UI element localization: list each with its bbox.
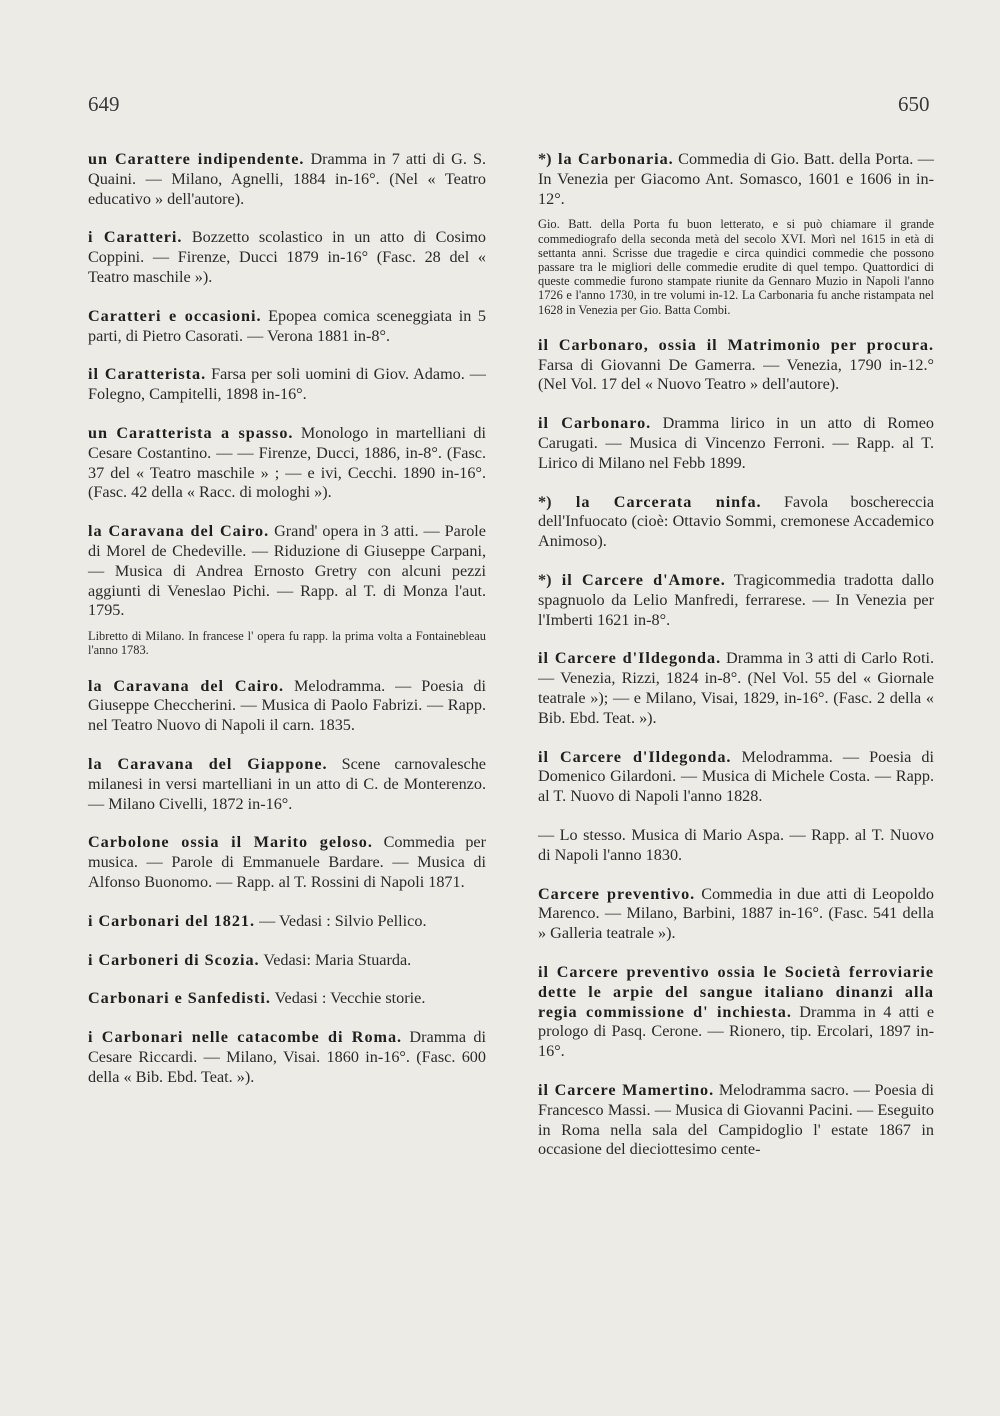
- entry-description: Commedia di Gio. Batt. della Porta. — In Venezia per Giacomo Ant. Somasco, 1601 e 1606 in in-12°.: [538, 150, 934, 208]
- catalog-entry: [88, 989, 486, 1009]
- entry-footnote: Gio. Batt. della Porta fu buon letterato, e si può chiamare il grande commediografo della seconda metà del secolo XVI. Morì nel 1615 in età di settanta anni. Scrisse due tragedie e circa quindici commedie che possono passare tra le migliori delle commedie erudite di quel tempo. Quattordici di queste commedie furono stampate riunite da Gennaro Muzio in Napoli l'anno 1726 e l'anno 1730, in tre volumi in-12. La Carbonaria fu anche ristampata nel 1628 in Venezia per Gio. Batta Combi.: [538, 217, 934, 317]
- entry-title: la Carcerata ninfa.: [575, 492, 762, 511]
- catalog-entry: [538, 963, 934, 1062]
- entry-title: la Caravana del Giappone.: [88, 754, 328, 773]
- entry-description: Dramma in 7 atti di G. S. Quaini. — Milano, Agnelli, 1884 in-16°. (Nel « Teatro educativo » dell'autore).: [88, 150, 486, 208]
- entry-description: Scene carnovalesche milanesi in versi martelliani in un atto di C. de Monterenzo. — Milano Civelli, 1872 in-16°.: [88, 754, 486, 813]
- right-column: [538, 150, 934, 1179]
- entry-title: Carcere preventivo.: [538, 884, 696, 903]
- entry-description: Dramma lirico in un atto di Romeo Carugati. — Musica di Vincenzo Ferroni. — Rapp. al T. Lirico di Milano nel Febb 1899.: [538, 414, 934, 472]
- catalog-entry: [538, 493, 934, 552]
- catalog-entry: [538, 826, 934, 866]
- entry-description: Bozzetto scolastico in un atto di Cosimo Coppini. — Firenze, Ducci 1879 in-16° (Fasc. 28 del « Teatro maschile »).: [88, 228, 486, 286]
- catalog-entry: [88, 951, 486, 971]
- catalog-entry: [88, 912, 486, 932]
- catalog-entry: [538, 1081, 934, 1160]
- entry-description: — Lo stesso. Musica di Mario Aspa. — Rapp. al T. Nuovo di Napoli l'anno 1830.: [538, 825, 934, 864]
- page-number-left: 649: [88, 92, 120, 116]
- catalog-entry: [88, 522, 486, 657]
- entry-title: la Caravana del Cairo.: [88, 676, 285, 695]
- entry-title: un Carattere indipendente.: [88, 150, 305, 168]
- catalog-entry: [88, 228, 486, 287]
- entry-description: Commedia in due atti di Leopoldo Marenco. — Milano, Barbini, 1887 in-16°. (Fasc. 541 della » Galleria teatrale »).: [538, 884, 934, 943]
- entry-description: Farsa per soli uomini di Giov. Adamo. — Folegno, Campitelli, 1898 in-16°.: [88, 365, 486, 404]
- entry-title: Carbolone ossia il Marito geloso.: [88, 833, 373, 852]
- entry-title: Carbonari e Sanfedisti.: [88, 989, 271, 1008]
- catalog-entry: [538, 571, 934, 630]
- entry-title: il Carbonaro.: [538, 414, 652, 433]
- entry-description: Favola boschereccia dell'Infuocato (cioè: Ottavio Sommi, cremonese Accademico Animoso).: [538, 492, 935, 551]
- entry-description: Melodramma. — Poesia di Giuseppe Checcherini. — Musica di Paolo Fabrizi. — Rapp. nel Teatro Nuovo di Napoli il carn. 1835.: [88, 676, 486, 735]
- catalog-entry: [538, 336, 934, 395]
- entry-title: i Carboneri di Scozia.: [88, 950, 260, 969]
- asterisk-mark: *): [538, 492, 574, 511]
- asterisk-mark: *): [538, 570, 560, 589]
- catalog-entry: [538, 649, 934, 728]
- catalog-entry: [538, 414, 934, 473]
- entry-description: Vedasi : Vecchie storie.: [270, 989, 426, 1008]
- entry-description: Vedasi: Maria Stuarda.: [259, 950, 412, 969]
- entry-description: Commedia per musica. — Parole di Emmanuele Bardare. — Musica di Alfonso Buonomo. — Rapp. al T. Rossini di Napoli 1871.: [88, 833, 487, 891]
- entry-title: il Carcere preventivo ossia le Società ferroviarie dette le arpie del sangue italiano dinanzi alla regia commissione d' inchiesta.: [538, 962, 934, 1021]
- asterisk-mark: *): [538, 150, 556, 168]
- catalog-entry: [88, 755, 486, 814]
- catalog-entry: [88, 833, 486, 892]
- catalog-entry: [88, 307, 486, 347]
- entry-title: il Carcere d'Ildegonda.: [538, 747, 732, 766]
- entry-title: i Carbonari del 1821.: [88, 911, 256, 930]
- catalog-entry: [88, 424, 486, 503]
- entry-description: Epopea comica sceneggiata in 5 parti, di Pietro Casorati. — Verona 1881 in-8°.: [88, 306, 486, 345]
- entry-title: il Caratterista.: [88, 365, 207, 384]
- catalog-entry: [88, 677, 486, 736]
- catalog-entry: [538, 885, 934, 944]
- entry-description: Melodramma. — Poesia di Domenico Gilardoni. — Musica di Michele Costa. — Rapp. al T. Nuovo di Napoli l'anno 1828.: [538, 747, 935, 806]
- entry-description: Dramma di Cesare Riccardi. — Milano, Visai. 1860 in-16°. (Fasc. 600 della « Bib. Ebd. Teat. »).: [88, 1028, 486, 1086]
- catalog-entry: [88, 150, 486, 209]
- entry-title: il Carcere d'Ildegonda.: [538, 649, 722, 668]
- entry-title: la Caravana del Cairo.: [88, 522, 270, 541]
- entry-description: — Vedasi : Silvio Pellico.: [255, 911, 427, 930]
- left-column: [88, 150, 486, 1107]
- entry-description: Tragicommedia tradotta dallo spagnuolo da Lelio Manfredi, ferrarese. — In Venezia per l'Imberti 1621 in-8°.: [538, 570, 935, 629]
- entry-title: il Carcere d'Amore.: [561, 570, 726, 589]
- entry-title: il Carcere Mamertino.: [538, 1080, 715, 1099]
- entry-title: la Carbonaria.: [557, 150, 674, 168]
- page-number-right: 650: [898, 92, 930, 116]
- entry-footnote: Libretto di Milano. In francese l' opera fu rapp. la prima volta a Fontainebleau l'anno 1783.: [88, 629, 486, 658]
- catalog-entry: [88, 1028, 486, 1087]
- entry-title: un Caratterista a spasso.: [88, 423, 294, 442]
- entry-description: Grand' opera in 3 atti. — Parole di Morel de Chedeville. — Riduzione di Giuseppe Carpani, — Musica di Andrea Ernosto Gretry con alcuni pezzi aggiunti di Veneslao Pichi. — Rapp. al T. di Monza l'aut. 1795.: [88, 522, 486, 620]
- entry-description: Farsa di Giovanni De Gamerra. — Venezia, 1790 in-12.° (Nel Vol. 17 del « Nuovo Teatro » dell'autore).: [538, 355, 934, 394]
- entry-description: Dramma in 3 atti di Carlo Roti. — Venezia, Rizzi, 1824 in-8°. (Nel Vol. 55 del « Giornale teatrale »); — e Milano, Visai, 1829, in-16°. (Fasc. 2 della « Bib. Ebd. Teat. »).: [538, 649, 934, 727]
- entry-description: Melodramma sacro. — Poesia di Francesco Massi. — Musica di Giovanni Pacini. — Eseguito in Roma nella sala del Campidoglio l' estate 1867 in occasione del dieciottesimo cente-: [538, 1080, 934, 1159]
- entry-title: il Carbonaro, ossia il Matrimonio per procura.: [538, 335, 934, 354]
- catalog-entry: [538, 748, 934, 807]
- entry-title: Caratteri e occasioni.: [88, 306, 262, 325]
- entry-description: Dramma in 4 atti e prologo di Pasq. Cerone. — Rionero, tip. Ercolari, 1897 in-16°.: [538, 1002, 935, 1061]
- entry-title: i Caratteri.: [88, 228, 183, 247]
- catalog-entry: [88, 365, 486, 405]
- catalog-entry: [538, 150, 934, 317]
- entry-description: Monologo in martelliani di Cesare Costantino. — — Firenze, Ducci, 1886, in-8°. (Fasc. 37 del « Teatro maschile » ; — e ivi, Cecchi. 1890 in-16°. (Fasc. 42 della « Racc. di mologhi »).: [88, 423, 486, 502]
- entry-title: i Carbonari nelle catacombe di Roma.: [88, 1028, 403, 1047]
